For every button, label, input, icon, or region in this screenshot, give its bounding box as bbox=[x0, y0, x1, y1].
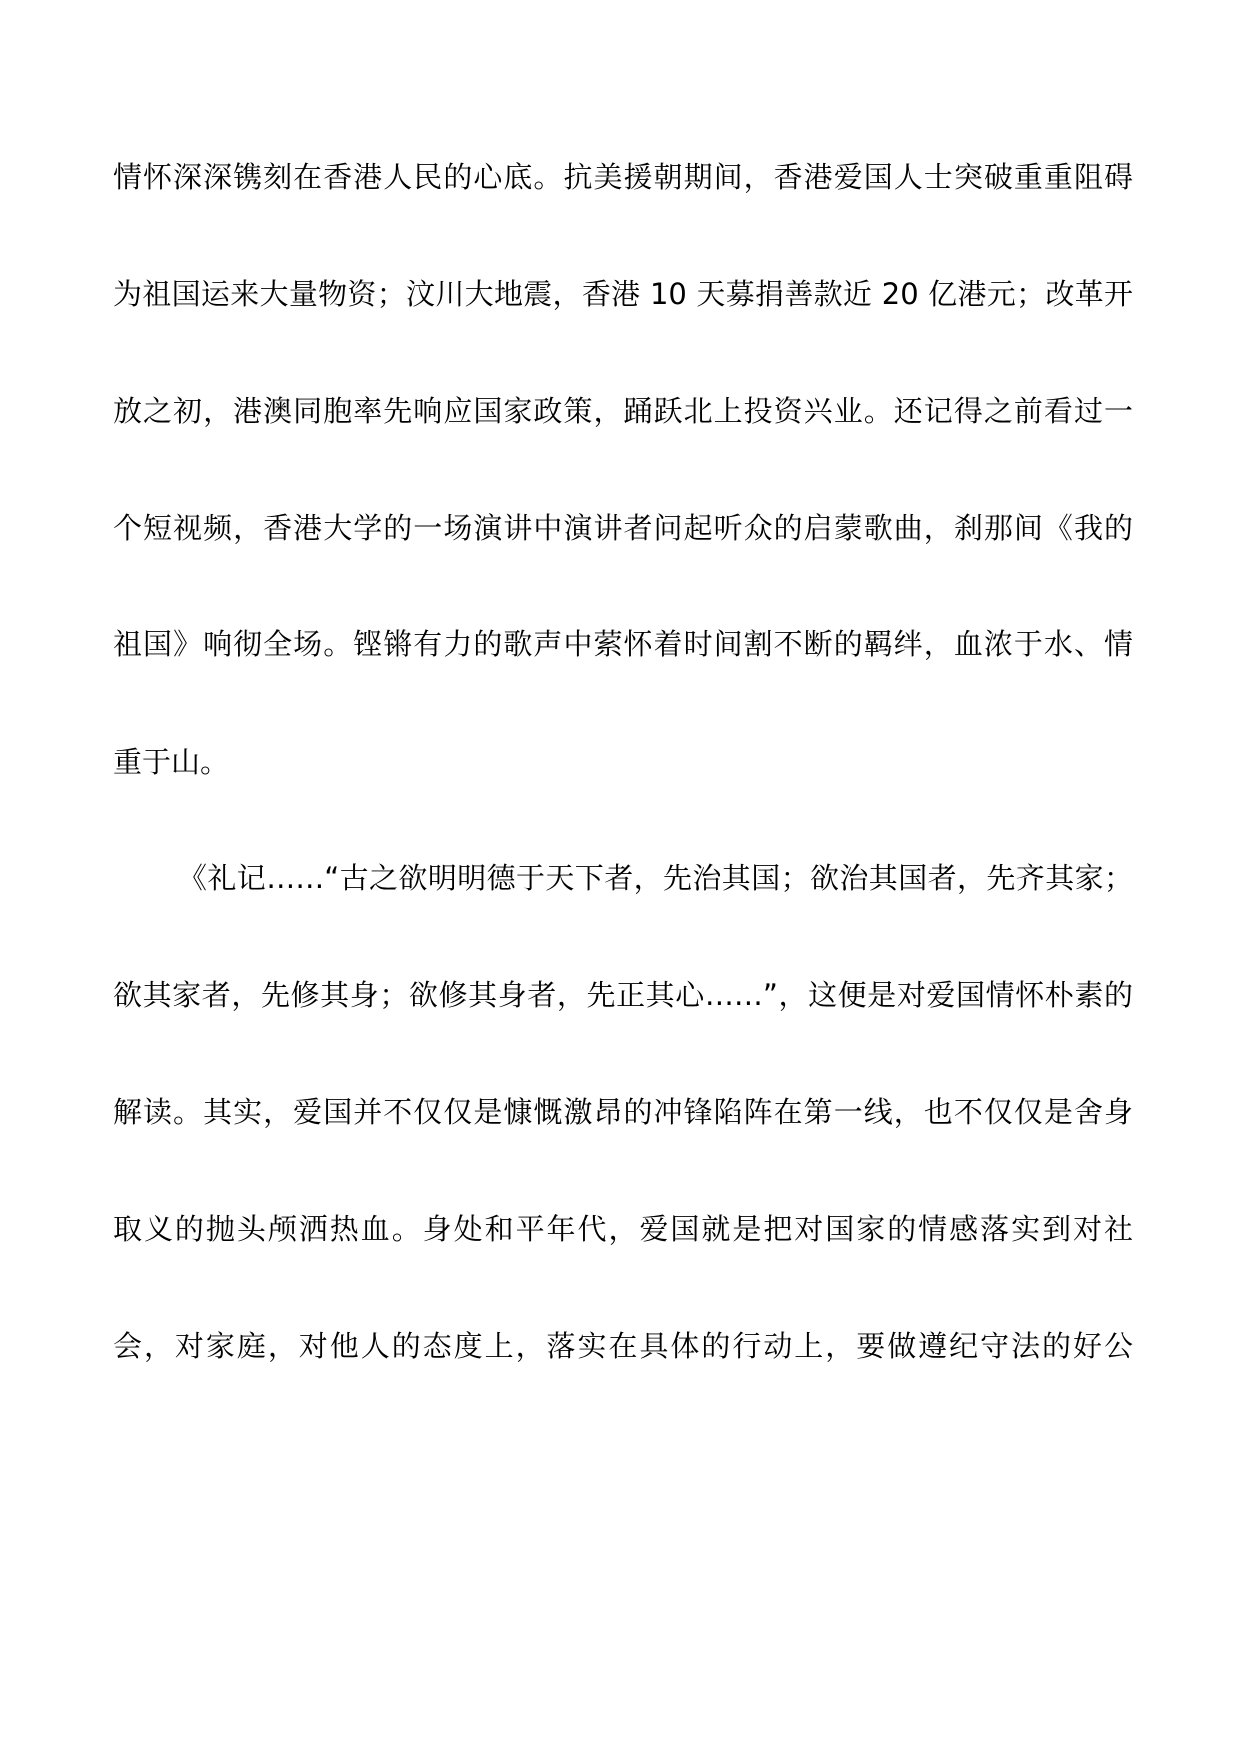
text-line-11: 会，对家庭，对他人的态度上，落实在具体的行动上，要做遵纪守法的好公 bbox=[113, 1329, 1133, 1363]
text-line-8: 欲其家者，先修其身；欲修其身者，先正其心……”，这便是对爱国情怀朴素的 bbox=[113, 978, 1133, 1012]
text-line-10: 取义的抛头颅洒热血。身处和平年代，爱国就是把对国家的情感落实到对社 bbox=[113, 1212, 1133, 1246]
text-line-2: 为祖国运来大量物资；汶川大地震，香港 10 天募捐善款近 20 亿港元；改革开 bbox=[113, 277, 1133, 311]
text-line-1: 情怀深深镌刻在香港人民的心底。抗美援朝期间，香港爱国人士突破重重阻碍 bbox=[113, 160, 1133, 194]
text-line-6: 重于山。 bbox=[113, 745, 230, 779]
text-line-7: 《礼记……“古之欲明明德于天下者，先治其国；欲治其国者，先齐其家； bbox=[178, 861, 1133, 895]
text-line-3: 放之初，港澳同胞率先响应国家政策，踊跃北上投资兴业。还记得之前看过一 bbox=[113, 394, 1133, 428]
text-line-9: 解读。其实，爱国并不仅仅是慷慨激昂的冲锋陷阵在第一线，也不仅仅是舍身 bbox=[113, 1095, 1133, 1129]
text-line-4: 个短视频，香港大学的一场演讲中演讲者问起听众的启蒙歌曲，刹那间《我的 bbox=[113, 511, 1133, 545]
text-line-5: 祖国》响彻全场。铿锵有力的歌声中萦怀着时间割不断的羁绊，血浓于水、情 bbox=[113, 627, 1133, 661]
